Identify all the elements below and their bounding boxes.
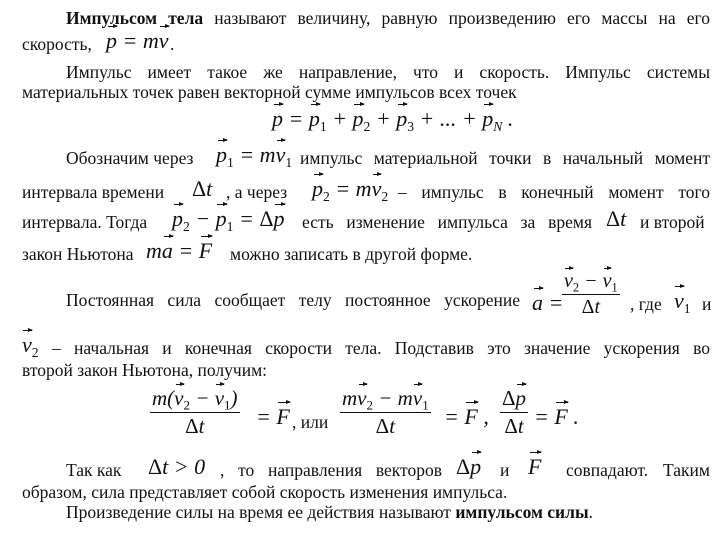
formula-newton-frac-1: $m(v_2 - v_1)$ Δt — [152, 386, 238, 438]
p1-line1 — [66, 8, 710, 28]
p3-line1b: импульс материальной точки в начальный момент — [300, 148, 710, 168]
document-page: Импульсом тела называют величину, равную произведению его массы на его скорость, p = mv . Импульс имеет такое же направление, что и скорость. Импульс системы материальных точек равен векторной сумме импульсов всех точек $p = p_1 + p_2 + p_3$ + ... + $p_N$ . Обозначим через $p_1 = mv_1$ импульс материальной точки в начальный момент интервала времени Δt , а через $p_2 = mv_2$ – импульс в конечный момент того интервала. Тогда $p_2 - p_1 = \Delta p$ есть изменение импульса за время Δt и второй закон Ньютона ma = F можно записать в другой форме. Постоянная сила сообщает телу постоянное ускорение a = $v_2 - v_1$ Δt , где $v_1$ и $v_2$ – начальная и конечная скорости тела. Подставив это значение ускорения во второй закон Ньютона, получим: $m(v_2 - v_1)$ Δt = F , или $mv_2 - mv_1$ Δt = F , Δp Δt = F . Так как Δt > 0 , то направления векторов Δp и F совпадают. Таким образом, сила представляет собой скорость изменения импульса. Произведение силы на время ее действия называют импульсом силы. — [22, 8, 712, 522]
formula-f: F — [528, 454, 542, 479]
p6-line1-text: Произведение силы на время ее действия называют — [66, 502, 456, 522]
p3-line2b: , а через — [226, 182, 288, 202]
formula-system-sum: $p = p_1 + p_2 + p_3$ + ... + $p_N$ . — [272, 106, 514, 134]
p5-line2: образом, сила представляет собой скорость изменения импульса. — [22, 482, 508, 502]
p3-line4a: закон Ньютона — [22, 244, 134, 264]
word-or: , или — [292, 412, 329, 432]
formula-v2: $v_2$ — [22, 332, 39, 360]
p5-line1c: и — [500, 460, 510, 480]
term-body-momentum: Импульсом тела — [66, 8, 204, 28]
p4-line3: второй закон Ньютона, получим: — [22, 360, 267, 380]
p5-line1a: Так как — [66, 460, 122, 480]
formula-a-lhs: a = — [532, 290, 564, 315]
p1-line2: скорость, — [22, 34, 92, 54]
p2-line1: Импульс имеет такое же направление, что и скорость. Импульс системы — [66, 62, 710, 82]
formula-v1: $v_1$ — [674, 288, 691, 316]
p3-line2c: – импульс в конечный момент того — [398, 182, 710, 202]
formula-dt-positive: Δt > 0 — [148, 454, 206, 479]
term-force-impulse: импульсом силы — [455, 502, 589, 522]
p6-line1-end: . — [588, 502, 593, 522]
p4-line1a: Постоянная сила сообщает телу постоянное ускорение — [66, 290, 520, 310]
p4-line2: – начальная и конечная скорости тела. Подставив это значение ускорения во — [52, 338, 710, 358]
p2-line2: материальных точек равен векторной сумме импульсов всех точек — [22, 82, 517, 102]
p3-line4b: можно записать в другой форме. — [230, 244, 473, 264]
formula-eq-f2: = F , — [444, 404, 489, 429]
p5-line1d: совпадают. Таким — [566, 460, 710, 480]
formula-newton-frac-2: $mv_2 - mv_1$ Δt — [342, 386, 429, 438]
formula-delta-p: $p_2 - p_1 = \Delta p$ — [172, 206, 285, 234]
formula-a-fraction: $v_2 - v_1$ Δt — [564, 270, 618, 318]
p3-line2a: интервала времени — [22, 182, 165, 202]
p3-line3c: и второй — [640, 212, 705, 232]
formula-dt: Δt — [192, 176, 213, 201]
p1-line2-text: скорость — [22, 34, 88, 54]
formula-eq-f1: = F — [256, 404, 290, 429]
p1-line1-rest: называют величину, равную произведению его массы на его — [203, 8, 710, 28]
p6-line1 — [66, 502, 593, 522]
formula-newton-frac-3: Δp Δt — [502, 386, 527, 438]
formula-delta-p-2: Δp — [456, 454, 482, 479]
p4-line1c: и — [702, 294, 712, 314]
formula-p1: $p_1 = mv_1$ — [216, 142, 293, 170]
formula-eq-f3: = F . — [534, 404, 579, 429]
p3-line3a: интервала. Тогда — [22, 212, 148, 232]
p3-line1a: Обозначим через — [66, 148, 194, 168]
p5-line1b: , то направления векторов — [220, 460, 442, 480]
formula-newton: ma = F — [146, 238, 213, 263]
formula-p2: $p_2 = mv_2$ — [312, 176, 389, 204]
formula-momentum: p = mv — [106, 28, 169, 53]
formula-dt-2: Δt — [606, 206, 627, 231]
p3-line3b: есть изменение импульса за время — [302, 212, 592, 232]
p4-line1b: , где — [630, 294, 662, 314]
